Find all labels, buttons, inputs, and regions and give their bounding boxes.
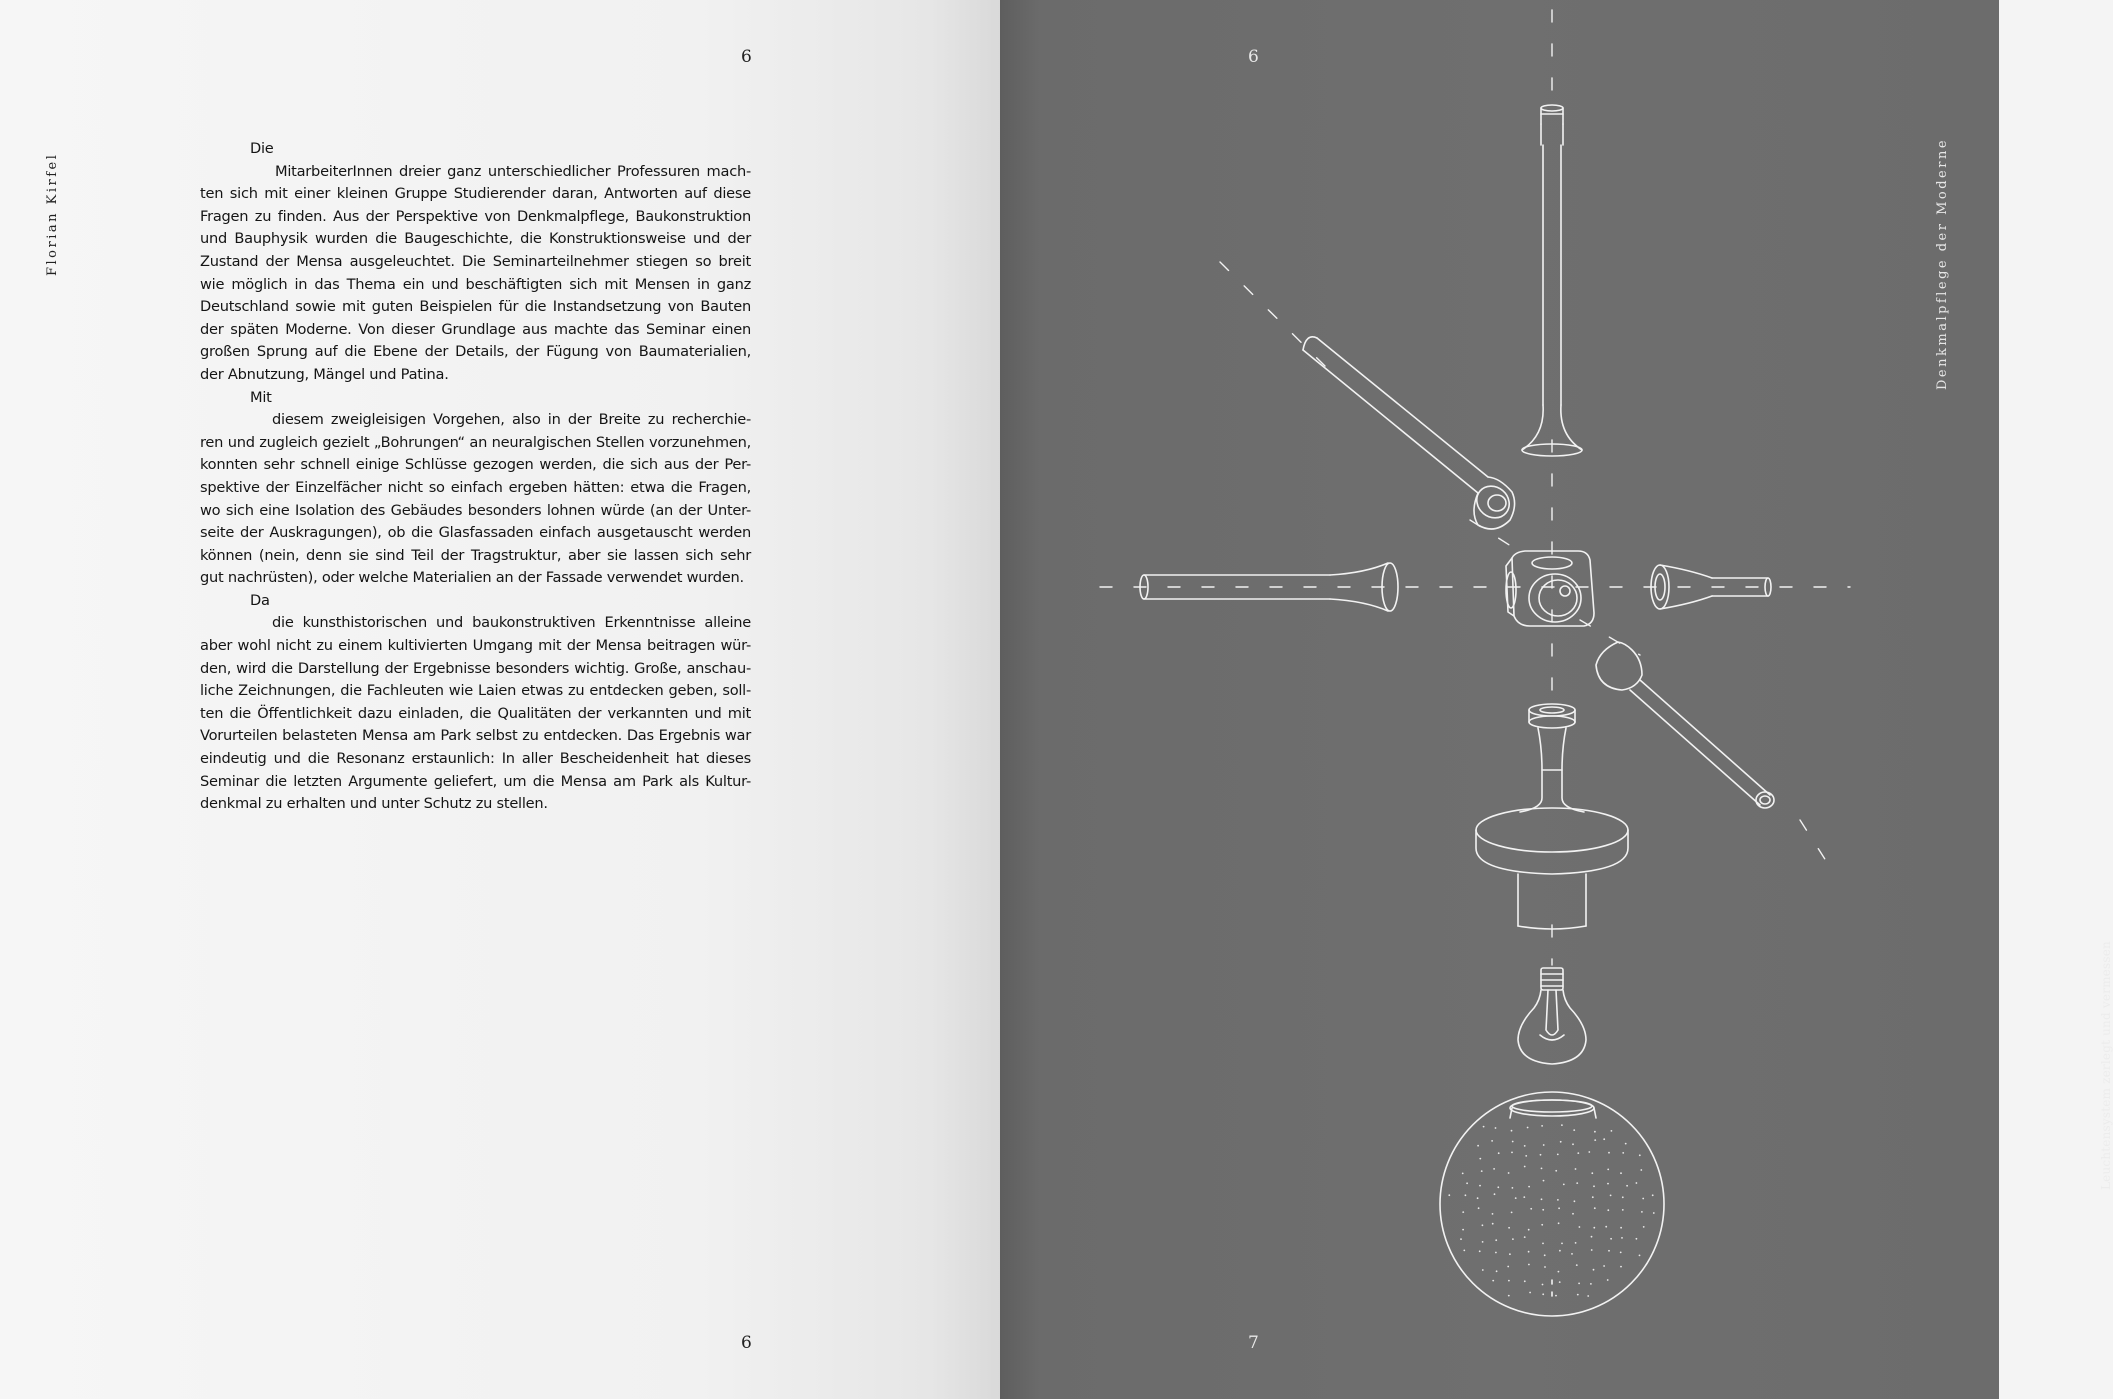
text-line: ten sich mit einer kleinen Gruppe Studierender daran, Antworten auf diese — [200, 185, 751, 203]
globe-dot — [1603, 1265, 1605, 1267]
running-head-author: Florian Kirfel — [45, 152, 60, 276]
globe-dot — [1495, 1239, 1497, 1241]
globe-dot — [1511, 1152, 1513, 1154]
globe-dot — [1543, 1180, 1545, 1182]
globe-dot — [1620, 1266, 1622, 1268]
globe-dot — [1559, 1250, 1561, 1252]
globe-dot — [1607, 1169, 1609, 1171]
globe-dot — [1625, 1143, 1627, 1145]
globe-dot — [1640, 1169, 1642, 1171]
text-line: aber wohl nicht zu einem kultivierten Umgang mit der Mensa beitragen wür- — [200, 637, 751, 655]
globe-dot — [1575, 1242, 1577, 1244]
text-line: den, wird die Darstellung der Ergebnisse besonders wichtig. Große, anschau- — [200, 659, 751, 677]
globe-dot — [1608, 1250, 1610, 1252]
globe-dot — [1482, 1224, 1484, 1226]
text-line: und Bauphysik wurden die Baugeschichte, die Konstruktionsweise und der — [200, 230, 751, 248]
globe-dot — [1507, 1266, 1509, 1268]
globe-dot — [1610, 1195, 1612, 1197]
globe-dot — [1626, 1185, 1628, 1187]
globe-dot — [1592, 1196, 1594, 1198]
globe-dot — [1524, 1280, 1526, 1282]
globe-dot — [1466, 1182, 1468, 1184]
globe-dot — [1477, 1197, 1479, 1199]
globe-dot — [1448, 1194, 1450, 1196]
globe-dot — [1605, 1226, 1607, 1228]
text-line: liche Zeichnungen, die Fachleuten wie Laien etwas zu entdecken geben, soll- — [200, 682, 751, 700]
globe-dot — [1621, 1237, 1623, 1239]
globe-dot — [1508, 1172, 1510, 1174]
text-line: gut nachrüsten), oder welche Materialien an der Fassade verwendet wurden. — [200, 569, 744, 587]
globe-dot — [1622, 1152, 1624, 1154]
globe-dot — [1463, 1250, 1465, 1252]
text-line: Zustand der Mensa ausgeleuchtet. Die Seminarteilnehmer stiegen so breit — [200, 252, 751, 270]
folio-bottom-left: 6 — [741, 1333, 752, 1353]
globe-dot — [1497, 1186, 1499, 1188]
globe-dot — [1544, 1266, 1546, 1268]
globe-dot — [1527, 1127, 1529, 1129]
folio-bottom-right: 7 — [1248, 1333, 1259, 1353]
globe-dot — [1542, 1209, 1544, 1211]
globe-dot — [1593, 1269, 1595, 1271]
paragraph-lead-word: Da — [250, 591, 270, 609]
globe-dot — [1528, 1186, 1530, 1188]
text-line: der späten Moderne. Von dieser Grundlage aus machte das Seminar einen — [200, 320, 751, 338]
globe-dot — [1479, 1250, 1481, 1252]
globe-dot — [1483, 1126, 1485, 1128]
globe-dot — [1523, 1196, 1525, 1198]
globe-dot — [1593, 1227, 1595, 1229]
globe-dot — [1512, 1238, 1514, 1240]
globe-dot — [1542, 1243, 1544, 1245]
globe-dot — [1495, 1127, 1497, 1129]
globe-dot — [1610, 1238, 1612, 1240]
globe-dot — [1492, 1223, 1494, 1225]
globe-dot — [1594, 1139, 1596, 1141]
globe-dot — [1590, 1283, 1592, 1285]
globe-dot — [1558, 1222, 1560, 1224]
globe-dot — [1560, 1141, 1562, 1143]
folio-top-left: 6 — [741, 47, 752, 67]
globe-dot — [1561, 1124, 1563, 1126]
globe-dot — [1652, 1194, 1654, 1196]
exploded-lamp-drawing — [1000, 0, 1999, 1399]
globe-dot — [1607, 1183, 1609, 1185]
globe-dot — [1462, 1173, 1464, 1175]
globe-dot — [1508, 1227, 1510, 1229]
globe-dot — [1571, 1253, 1573, 1255]
globe-dot — [1557, 1154, 1559, 1156]
globe-dot — [1572, 1213, 1574, 1215]
text-line: seite der Auskragungen), ob die Glasfassaden einfach ausgetauscht werden — [200, 524, 751, 542]
globe-dot — [1477, 1145, 1479, 1147]
diagonal-rod-upper-left — [1303, 337, 1516, 529]
globe-dot — [1541, 1224, 1543, 1226]
globe-dot — [1620, 1172, 1622, 1174]
globe-dot — [1495, 1252, 1497, 1254]
globe-dot — [1620, 1227, 1622, 1229]
globe-dot — [1541, 1198, 1543, 1200]
globe-dot — [1528, 1251, 1530, 1253]
globe-dot — [1608, 1152, 1610, 1154]
globe-dot — [1576, 1182, 1578, 1184]
globe-dot — [1529, 1292, 1531, 1294]
globe-dot — [1462, 1211, 1464, 1213]
text-line: der Abnutzung, Mängel und Patina. — [200, 365, 449, 383]
globe-dot — [1512, 1141, 1514, 1143]
globe-dot — [1541, 1125, 1543, 1127]
globe-dot — [1524, 1145, 1526, 1147]
globe-dot — [1543, 1144, 1545, 1146]
globe-dot — [1508, 1295, 1510, 1297]
text-line: konnten sehr schnell einige Schlüsse gezogen werden, die sich aus der Per- — [200, 456, 751, 474]
globe-dot — [1622, 1196, 1624, 1198]
globe-dot — [1481, 1170, 1483, 1172]
text-line: denkmal zu erhalten und unter Schutz zu stellen. — [200, 795, 548, 813]
glass-globe — [1440, 1092, 1664, 1316]
globe-dot — [1575, 1168, 1577, 1170]
globe-dot — [1622, 1209, 1624, 1211]
lamp-socket-assembly — [1476, 704, 1628, 929]
globe-dot — [1577, 1152, 1579, 1154]
globe-dot — [1639, 1255, 1641, 1257]
running-head-series: Denkmalpflege der Moderne — [1935, 137, 1950, 390]
globe-dot — [1494, 1193, 1496, 1195]
globe-dot — [1555, 1295, 1557, 1297]
text-line: ten die Öffentlichkeit dazu einladen, die Qualitäten der verkannten und mit — [200, 704, 751, 722]
globe-dot — [1492, 1213, 1494, 1215]
globe-dot — [1587, 1295, 1589, 1297]
text-line: Deutschland sowie mit guten Beispielen für die Instandsetzung von Bauten — [200, 298, 751, 316]
globe-dot — [1574, 1200, 1576, 1202]
globe-dot — [1511, 1212, 1513, 1214]
globe-dot — [1591, 1249, 1593, 1251]
text-line: wo sich eine Isolation des Gebäudes besonders lohnen würde (an der Unter- — [200, 501, 751, 519]
globe-dot — [1544, 1254, 1546, 1256]
folio-top-right: 6 — [1248, 47, 1259, 67]
globe-dot — [1636, 1182, 1638, 1184]
globe-dot — [1509, 1253, 1511, 1255]
globe-dot — [1541, 1168, 1543, 1170]
globe-dot — [1588, 1151, 1590, 1153]
assembly-axis-lines — [1100, 10, 1850, 965]
globe-dot — [1478, 1207, 1480, 1209]
globe-dot — [1607, 1279, 1609, 1281]
body-text — [200, 138, 751, 816]
globe-dot — [1482, 1241, 1484, 1243]
text-line: MitarbeiterInnen dreier ganz unterschiedlicher Professuren mach- — [275, 162, 751, 180]
globe-dot — [1508, 1280, 1510, 1282]
globe-dot — [1639, 1154, 1641, 1156]
globe-dot — [1462, 1229, 1464, 1231]
paragraph-lead-word: Die — [250, 140, 274, 157]
text-line: Seminar die letzten Argumente geliefert, um die Mensa am Park als Kultur- — [200, 772, 751, 790]
globe-dot — [1479, 1185, 1481, 1187]
globe-dot — [1579, 1226, 1581, 1228]
text-line: großen Sprung auf die Ebene der Details, der Fügung von Baumaterialien, — [200, 343, 751, 361]
text-line: wie möglich in das Thema ein und beschäftigten sich mit Mensen in ganz — [200, 275, 751, 293]
globe-dot — [1528, 1229, 1530, 1231]
text-line: Vorurteilen belasteten Mensa am Park selbst zu entdecken. Das Ergebnis war — [200, 727, 751, 745]
globe-dot — [1607, 1209, 1609, 1211]
figure-caption: Leuchtensystem zerlegt und vermessen — [2099, 941, 2113, 1190]
globe-dot — [1594, 1131, 1596, 1133]
globe-dot — [1561, 1243, 1563, 1245]
globe-dot — [1578, 1283, 1580, 1285]
globe-dot — [1593, 1185, 1595, 1187]
globe-dot — [1512, 1187, 1514, 1189]
globe-dot — [1591, 1236, 1593, 1238]
globe-dot — [1492, 1280, 1494, 1282]
globe-dot — [1559, 1281, 1561, 1283]
globe-dot — [1572, 1143, 1574, 1145]
globe-dot — [1524, 1166, 1526, 1168]
globe-dot — [1515, 1197, 1517, 1199]
globe-dot — [1511, 1130, 1513, 1132]
paragraph-lead-word: Mit — [250, 388, 272, 406]
text-line: diesem zweigleisigen Vorgehen, also in der Breite zu recherchie- — [272, 411, 751, 429]
globe-dot — [1530, 1208, 1532, 1210]
globe-dot — [1558, 1207, 1560, 1209]
globe-dot — [1460, 1238, 1462, 1240]
globe-dot — [1620, 1252, 1622, 1254]
vertical-rod-top — [1522, 105, 1582, 456]
globe-dot — [1524, 1236, 1526, 1238]
text-line: spektive der Einzelfächer nicht so einfach ergeben hätten: etwa die Fragen, — [200, 478, 751, 496]
text-line: die kunsthistorischen und baukonstruktiven Erkenntnisse alleine — [272, 614, 751, 632]
left-page — [0, 0, 1000, 1399]
globe-dot — [1563, 1184, 1565, 1186]
globe-dot — [1653, 1212, 1655, 1214]
globe-dot — [1576, 1264, 1578, 1266]
globe-dot — [1491, 1140, 1493, 1142]
globe-dot — [1573, 1129, 1575, 1131]
globe-dot — [1611, 1130, 1613, 1132]
globe-dot — [1540, 1154, 1542, 1156]
globe-dot — [1542, 1293, 1544, 1295]
globe-dot — [1594, 1207, 1596, 1209]
globe-dot — [1496, 1270, 1498, 1272]
globe-dot — [1642, 1198, 1644, 1200]
globe-dot — [1643, 1226, 1645, 1228]
globe-dot — [1603, 1138, 1605, 1140]
globe-dot — [1493, 1168, 1495, 1170]
globe-dot-texture — [1448, 1124, 1654, 1297]
diagonal-rod-lower-right — [1596, 642, 1774, 808]
globe-dot — [1465, 1194, 1467, 1196]
globe-dot — [1479, 1158, 1481, 1160]
globe-dot — [1577, 1294, 1579, 1296]
globe-dot — [1528, 1264, 1530, 1266]
light-bulb — [1518, 968, 1586, 1064]
globe-dot — [1636, 1238, 1638, 1240]
globe-dot — [1482, 1269, 1484, 1271]
globe-dot — [1557, 1199, 1559, 1201]
connector-cube — [1506, 551, 1594, 626]
text-line: können (nein, denn sie sind Teil der Tragstruktur, aber sie lassen sich sehr — [200, 546, 751, 564]
globe-dot — [1591, 1172, 1593, 1174]
text-line: eindeutig und die Resonanz erstaunlich: In aller Bescheidenheit hat dieses — [200, 750, 751, 768]
globe-dot — [1525, 1155, 1527, 1157]
globe-dot — [1498, 1152, 1500, 1154]
globe-dot — [1558, 1271, 1560, 1273]
text-line: ren und zugleich gezielt „Bohrungen“ an neuralgischen Stellen vorzunehmen, — [200, 433, 751, 451]
globe-dot — [1555, 1170, 1557, 1172]
globe-dot — [1542, 1284, 1544, 1286]
text-line: Fragen zu finden. Aus der Perspektive von Denkmalpflege, Baukonstruktion — [200, 207, 751, 225]
globe-dot — [1641, 1211, 1643, 1213]
